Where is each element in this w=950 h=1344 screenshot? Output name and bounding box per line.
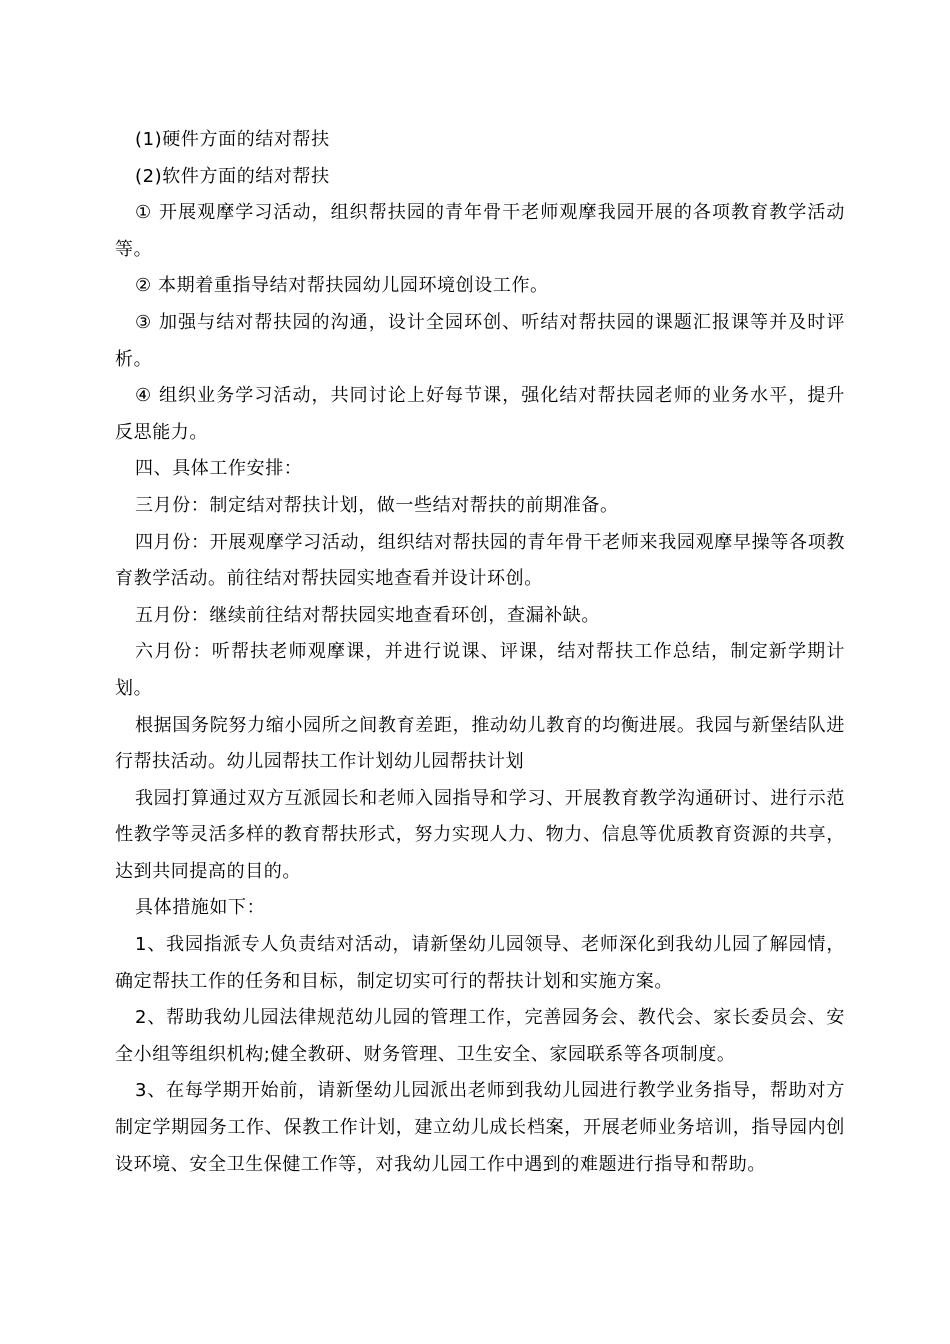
paragraph-item-3: ③ 加强与结对帮扶园的沟通，设计全园环创、听结对帮扶园的课题汇报课等并及时评析。 <box>115 311 845 370</box>
paragraph-background: 根据国务院努力缩小园所之间教育差距，推动幼儿教育的均衡进展。我园与新堡结队进行帮扶活动。幼儿园帮扶工作计划幼儿园帮扶计划 <box>115 714 845 773</box>
paragraph-may: 五月份：继续前往结对帮扶园实地查看环创，查漏补缺。 <box>135 604 600 626</box>
section-heading-schedule: 四、具体工作安排： <box>135 458 303 480</box>
paragraph-item-1: ① 开展观摩学习活动，组织帮扶园的青年骨干老师观摩我园开展的各项教育教学活动等。 <box>115 202 845 260</box>
paragraph-measure-3: 3、在每学期开始前，请新堡幼儿园派出老师到我幼儿园进行教学业务指导，帮助对方制定学期园务工作、保教工作计划，建立幼儿成长档案，开展老师业务培训，指导园内创设环境、安全卫生保健工作等，对我幼儿园工作中遇到的难题进行指导和帮助。 <box>115 1080 845 1175</box>
paragraph-measure-2: 2、帮助我幼儿园法律规范幼儿园的管理工作，完善园务会、教代会、家长委员会、安全小组等组织机构;健全教研、财务管理、卫生安全、家园联系等各项制度。 <box>115 1007 845 1065</box>
paragraph-measure-1: 1、我园指派专人负责结对活动，请新堡幼儿园领导、老师深化到我幼儿园了解园情，确定帮扶工作的任务和目标，制定切实可行的帮扶计划和实施方案。 <box>115 934 845 992</box>
paragraph-item-4: ④ 组织业务学习活动，共同讨论上好每节课，强化结对帮扶园老师的业务水平，提升反思能力。 <box>115 385 845 443</box>
paragraph-april: 四月份：开展观摩学习活动，组织结对帮扶园的青年骨干老师来我园观摩早操等各项教育教学活动。前往结对帮扶园实地查看并设计环创。 <box>115 531 845 590</box>
paragraph-june: 六月份：听帮扶老师观摩课，并进行说课、评课，结对帮扶工作总结，制定新学期计划。 <box>115 641 845 699</box>
paragraph-march: 三月份：制定结对帮扶计划，做一些结对帮扶的前期准备。 <box>135 494 619 516</box>
paragraph-software-support: (2)软件方面的结对帮扶 <box>135 165 330 187</box>
document-body <box>115 122 845 1183</box>
paragraph-measures-heading: 具体措施如下： <box>135 897 266 919</box>
paragraph-item-2: ② 本期着重指导结对帮扶园幼儿园环境创设工作。 <box>135 275 549 297</box>
paragraph-hardware-support: (1)硬件方面的结对帮扶 <box>135 129 330 150</box>
paragraph-plan-overview: 我园打算通过双方互派园长和老师入园指导和学习、开展教育教学沟通研讨、进行示范性教学等灵活多样的教育帮扶形式，努力实现人力、物力、信息等优质教育资源的共享，达到共同提高的目的。 <box>115 787 845 882</box>
